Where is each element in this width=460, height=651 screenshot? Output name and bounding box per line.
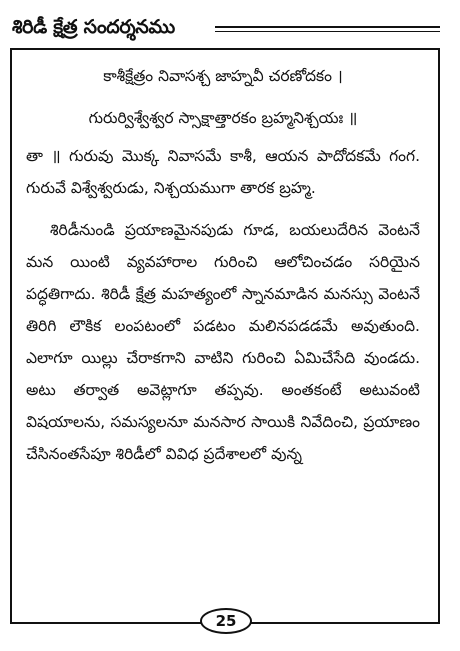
header-rule-thin: [215, 31, 440, 32]
page-body: [26, 60, 420, 470]
page-number: 25: [200, 608, 252, 634]
verse-line-1: కాశీక్షేత్రం నివాసశ్చ జాహ్నవీ చరణోదకం ।: [103, 67, 343, 85]
body-paragraph: శిరిడీనుండి ప్రయాణమైనపుడు గూడ, బయలుదేరిన వెంటనే మన యింటి వ్యవహారాల గురించి ఆలోచించడం సరియైన పద్ధతిగాదు. శిరిడీ క్షేత్ర మహత్యంలో స్నానమాడిన మనస్సు వెంటనే తిరిగి లౌకిక లంపటంలో పడటం మలినపడడమే అవుతుంది. ఎలాగూ యిల్లు చేరాకగాని వాటిని గురించి ఏమిచేసేది వుండదు. అటు తర్వాత అవెట్లాగూ తప్పవు. అంతకంటే అటువంటి విషయాలను, సమస్యలనూ మనసార సాయికి నివేదించి, ప్రయాణం చేసినంతసేపూ శిరిడీలో వివిధ ప్రదేశాలలో వున్న: [26, 221, 420, 463]
running-header: [10, 14, 440, 44]
page-footer: [10, 604, 440, 638]
book-page: [10, 8, 450, 643]
header-rule: [215, 26, 440, 28]
verse-spacer: [26, 92, 420, 102]
header-title: శిరిడీ క్షేత్ర సందర్శనము: [12, 16, 175, 38]
verse-line-2: గురుర్విశ్వేశ్వర స్సాక్షాత్తారకం బ్రహ్మనిశ్చయః ॥: [88, 109, 358, 127]
verse-meaning: తా ॥ గురువు మొక్క నివాసమే కాశీ, ఆయన పాదోదకమే గంగ. గురువే విశ్వేశ్వరుడు, నిశ్చయముగా తారక బ్రహ్మ.: [26, 147, 420, 197]
